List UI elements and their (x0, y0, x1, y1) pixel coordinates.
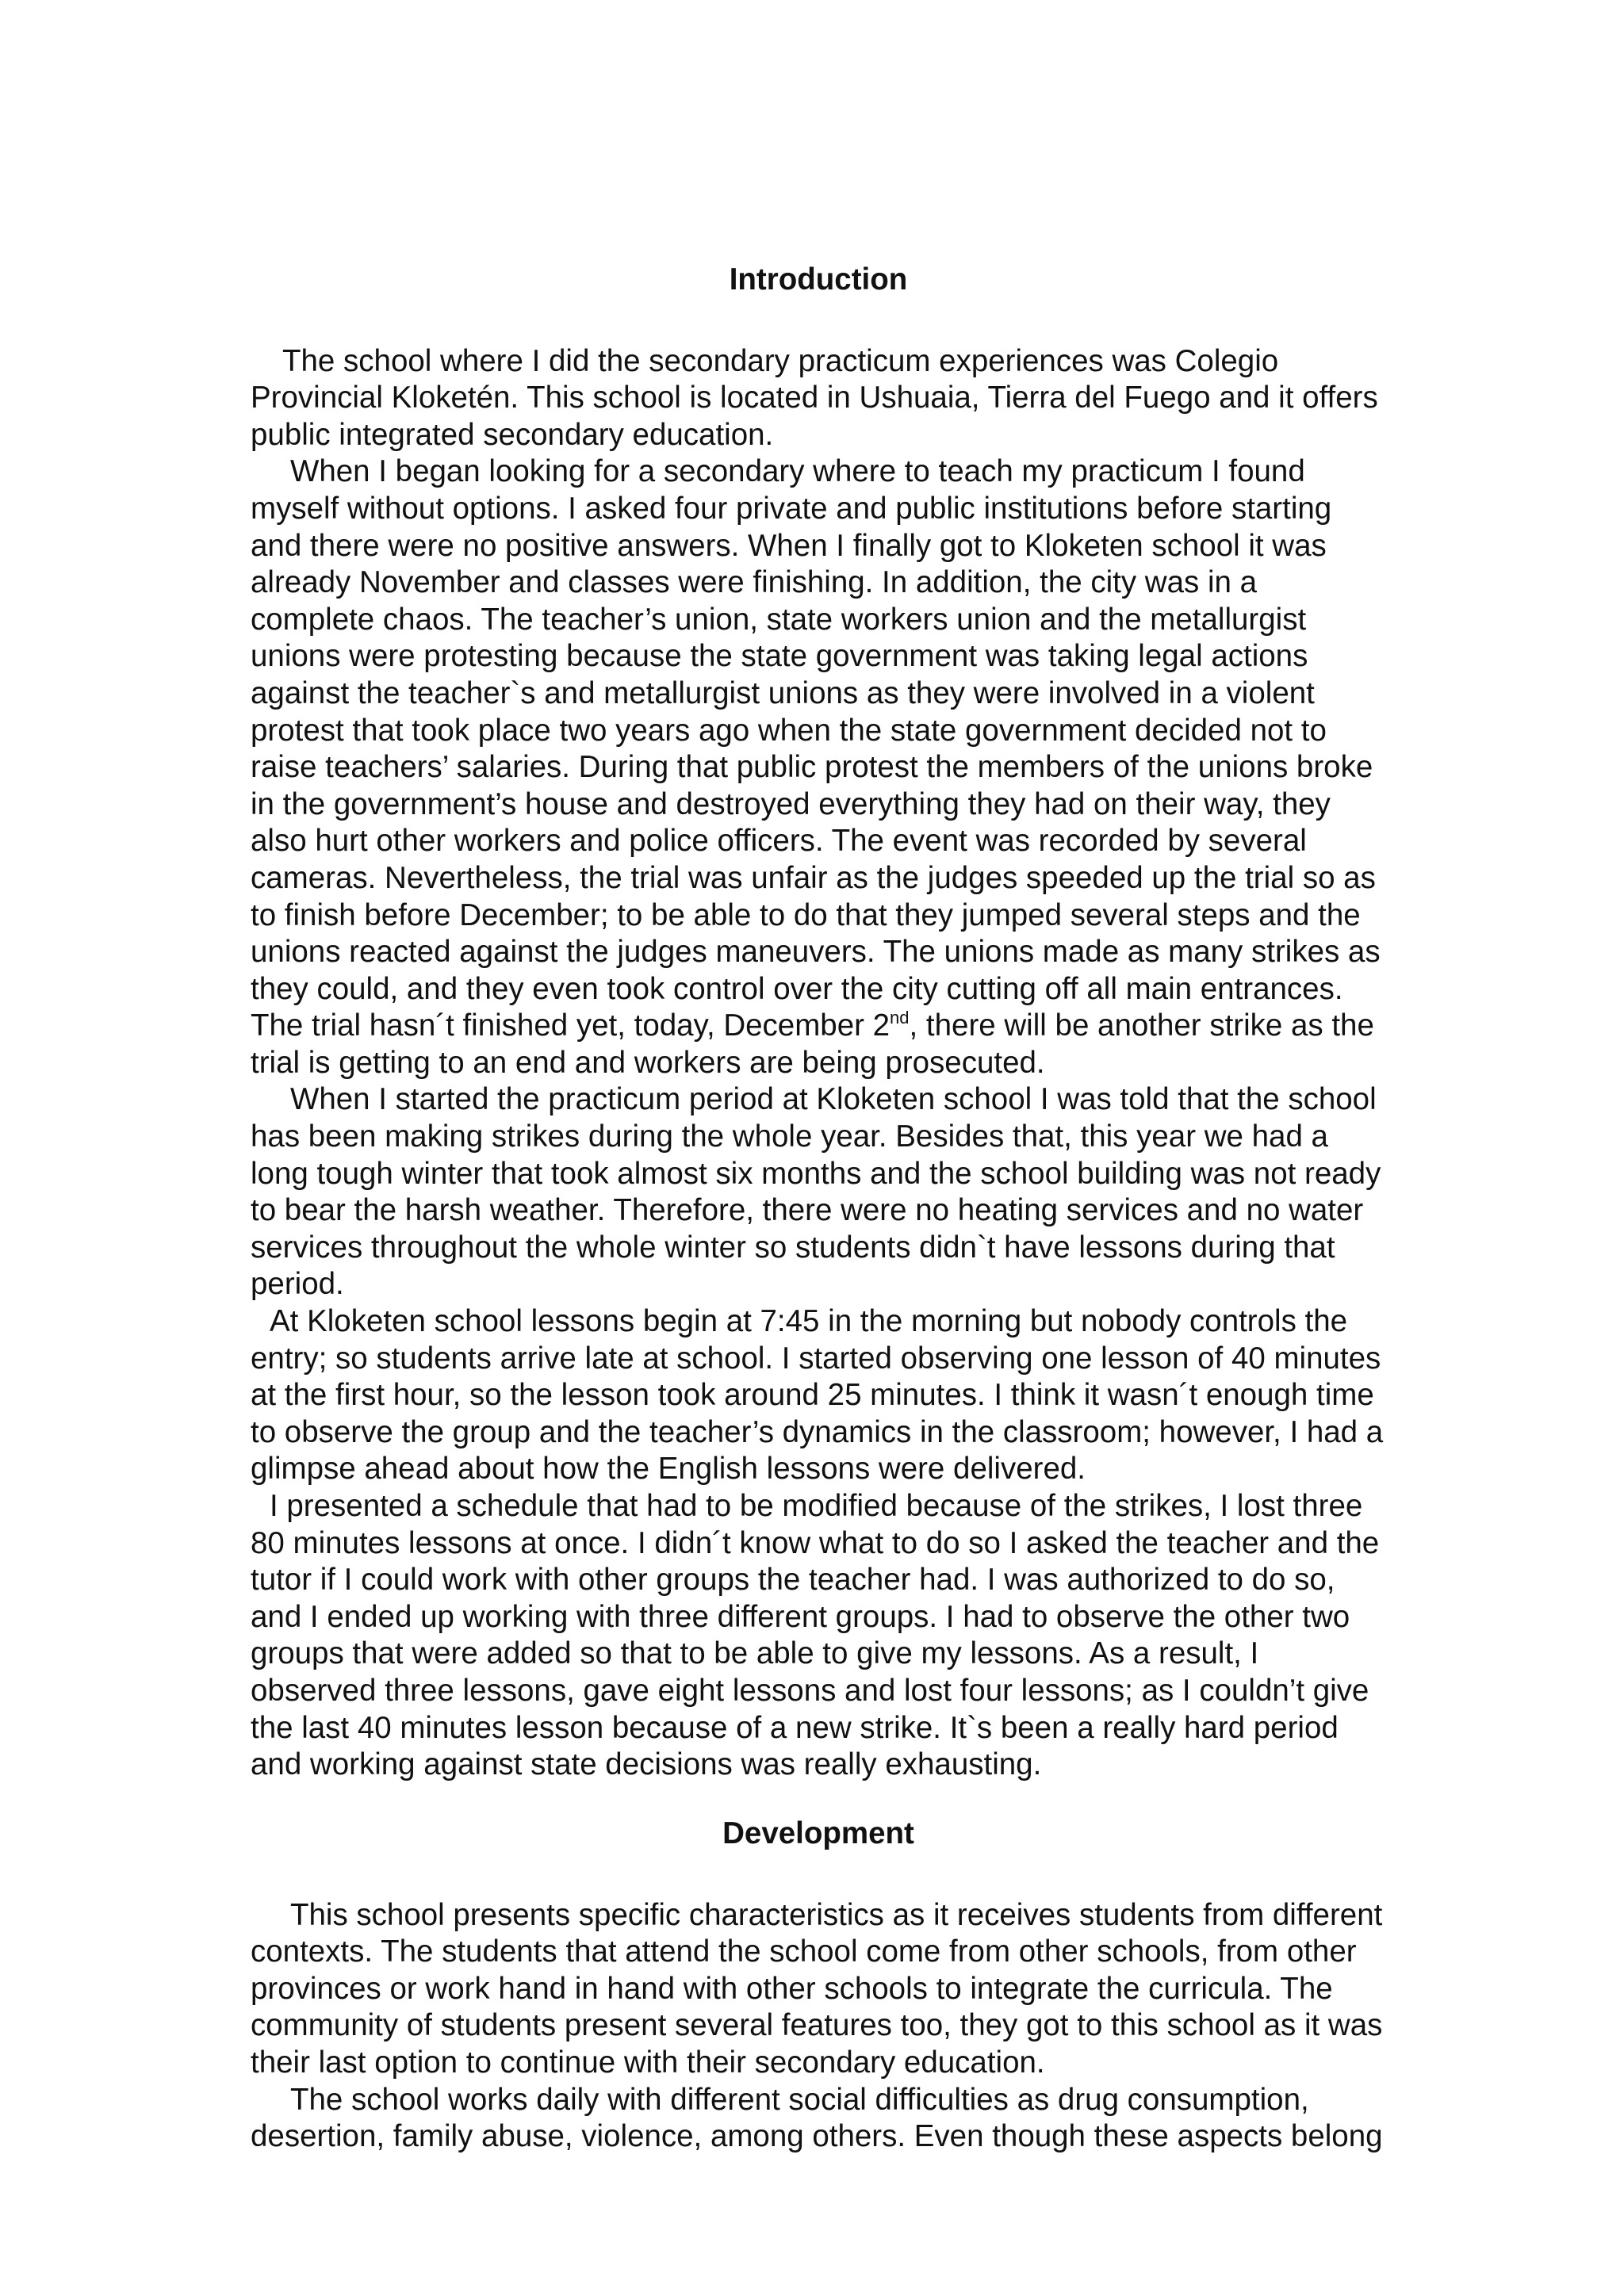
intro-paragraph-2-text-end: , there will be another strike as the trial is getting to an end and workers are being prosecuted. (251, 1008, 1374, 1080)
ordinal-suffix: nd (890, 1008, 910, 1028)
dev-paragraph-2: The school works daily with different social difficulties as drug consumption, desertion, family abuse, violence, among others. Even though these aspects belong (251, 2082, 1383, 2154)
development-heading: Development (722, 1816, 914, 1850)
intro-paragraph-3: When I started the practicum period at Kloketen school I was told that the school has been making strikes during the whole year. Besides that, this year we had a long tough winter that took almost six months and the school building was not ready to bear the harsh weather. Therefore, there were no heating services and no water services throughout the whole winter so students didn`t have lessons during that period. (251, 1082, 1381, 1302)
intro-paragraph-2 (251, 453, 1386, 1081)
intro-paragraph-4: At Kloketen school lessons begin at 7:45 in the morning but nobody controls the entry; so students arrive late at school. I started observing one lesson of 40 minutes at the first hour, so the lesson took around 25 minutes. I think it wasn´t enough time to observe the group and the teacher’s dynamics in the classroom; however, I had a glimpse ahead about how the English lessons were delivered. (251, 1304, 1384, 1487)
introduction-heading: Introduction (729, 262, 908, 297)
dev-paragraph-1: This school presents specific characteristics as it receives students from different contexts. The students that attend the school come from other schools, from other provinces or work hand in hand with other schools to integrate the curricula. The community of students present several features too, they got to this school as it was their last option to continue with their secondary education. (251, 1897, 1383, 2080)
intro-paragraph-1: The school where I did the secondary practicum experiences was Colegio Provincial Kloketén. This school is located in Ushuaia, Tierra del Fuego and it offers public integrated secondary education. (251, 343, 1378, 452)
introduction-section (251, 262, 1386, 1784)
intro-paragraph-5: I presented a schedule that had to be modified because of the strikes, I lost three 80 minutes lessons at once. I didn´t know what to do so I asked the teacher and the tutor if I could work with other groups the teacher had. I was authorized to do so, and I ended up working with three different groups. I had to observe the other two groups that were added so that to be able to give my lessons. As a result, I observed three lessons, gave eight lessons and lost four lessons; as I couldn’t give the last 40 minutes lesson because of a new strike. It`s been a really hard period and working against state decisions was really exhausting. (251, 1489, 1380, 1782)
intro-paragraph-2-text: When I began looking for a secondary where to teach my practicum I found myself without options. I asked four private and public institutions before starting and there were no positive answers. When I finally got to Kloketen school it was already November and classes were finishing. In addition, the city was in a complete chaos. The teacher’s union, state workers union and the metallurgist unions were protesting because the state government was taking legal actions against the teacher`s and metallurgist unions as they were involved in a violent protest that took place two years ago when the state government decided not to raise teachers’ salaries. During that public protest the members of the unions broke in the government’s house and destroyed everything they had on their way, they also hurt other workers and police officers. The event was recorded by several cameras. Nevertheless, the trial was unfair as the judges speeded up the trial so as to finish before December; to be able to do that they jumped several steps and the unions reacted against the judges maneuvers. The unions made as many strikes as they could, and they even took control over the city cutting off all main entrances. The trial hasn´t finished yet, today, December 2 (251, 454, 1381, 1043)
development-section (251, 1816, 1386, 2156)
